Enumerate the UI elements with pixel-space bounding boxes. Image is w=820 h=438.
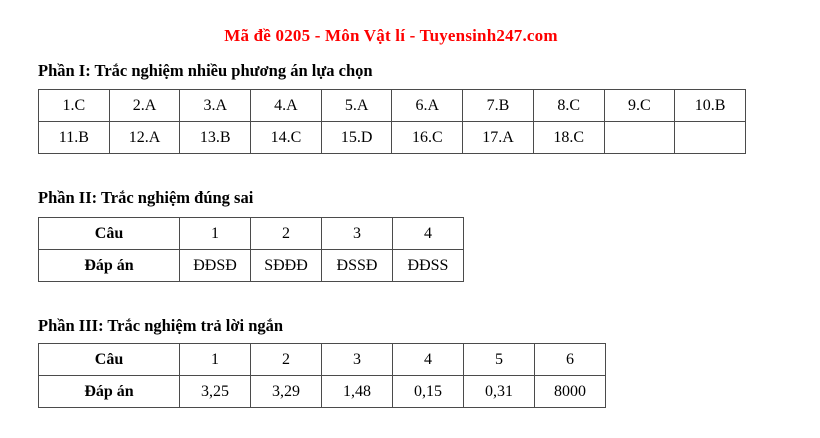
answer-cell: 13.B (180, 122, 251, 154)
question-number-cell: 4 (393, 218, 464, 250)
section-heading-part1: Phần I: Trắc nghiệm nhiều phương án lựa chọn (38, 61, 373, 80)
answer-cell: ĐĐSĐ (180, 250, 251, 282)
answer-cell: 3,29 (251, 376, 322, 408)
table-row (39, 90, 746, 122)
section-heading-part3: Phần III: Trắc nghiệm trả lời ngắn (38, 316, 284, 335)
question-number-cell: 4 (393, 344, 464, 376)
table-row (39, 250, 464, 282)
question-number-cell: 2 (251, 344, 322, 376)
question-number-cell: 1 (180, 218, 251, 250)
question-number-cell: 1 (180, 344, 251, 376)
table-row (39, 344, 606, 376)
question-number-cell: 3 (322, 218, 393, 250)
question-number-cell: 6 (535, 344, 606, 376)
table-row (39, 218, 464, 250)
answer-cell: SĐĐĐ (251, 250, 322, 282)
answer-cell: 8000 (535, 376, 606, 408)
page-title: Mã đề 0205 - Môn Vật lí - Tuyensinh247.com (224, 26, 558, 45)
answer-row-label: Đáp án (39, 250, 180, 282)
answer-cell: 15.D (321, 122, 392, 154)
part3-answer-table (38, 343, 606, 408)
answer-cell: 3.A (180, 90, 251, 122)
answer-cell: 5.A (321, 90, 392, 122)
answer-cell: ĐSSĐ (322, 250, 393, 282)
answer-cell: 12.A (109, 122, 180, 154)
part1-answer-table (38, 89, 746, 154)
answer-cell: 0,31 (464, 376, 535, 408)
answer-cell: 14.C (251, 122, 322, 154)
question-number-cell: 5 (464, 344, 535, 376)
answer-cell: 10.B (675, 90, 746, 122)
answer-cell: 9.C (604, 90, 675, 122)
answer-cell: 6.A (392, 90, 463, 122)
question-number-cell: 2 (251, 218, 322, 250)
answer-cell: 18.C (533, 122, 604, 154)
answer-cell: 16.C (392, 122, 463, 154)
answer-cell: 1,48 (322, 376, 393, 408)
answer-cell: ĐĐSS (393, 250, 464, 282)
part2-answer-table (38, 217, 464, 282)
answer-row-label: Đáp án (39, 376, 180, 408)
answer-cell: 1.C (39, 90, 110, 122)
answer-cell (604, 122, 675, 154)
answer-cell: 3,25 (180, 376, 251, 408)
answer-cell: 0,15 (393, 376, 464, 408)
answer-cell: 8.C (533, 90, 604, 122)
table-row (39, 122, 746, 154)
question-row-label: Câu (39, 218, 180, 250)
table-row (39, 376, 606, 408)
answer-cell: 2.A (109, 90, 180, 122)
question-row-label: Câu (39, 344, 180, 376)
section-heading-part2: Phần II: Trắc nghiệm đúng sai (38, 188, 254, 207)
answer-cell: 7.B (463, 90, 534, 122)
answer-cell: 17.A (463, 122, 534, 154)
answer-cell: 4.A (251, 90, 322, 122)
answer-cell: 11.B (39, 122, 110, 154)
question-number-cell: 3 (322, 344, 393, 376)
answer-cell (675, 122, 746, 154)
